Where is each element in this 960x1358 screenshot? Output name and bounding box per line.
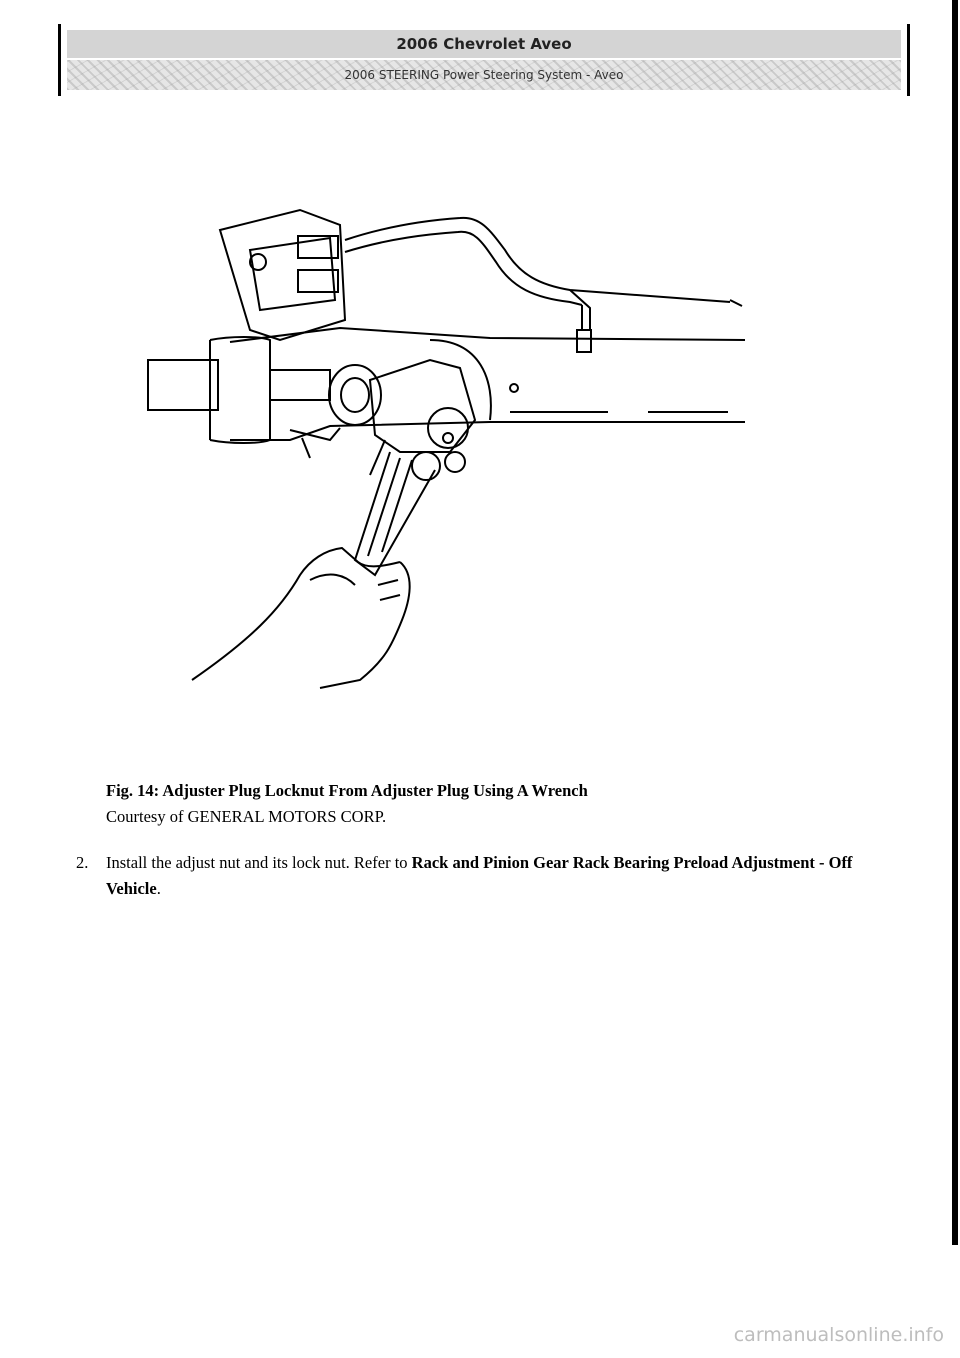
figure-credit: Courtesy of GENERAL MOTORS CORP. [106, 807, 387, 826]
step-instruction: Install the adjust nut and its lock nut. Refer to [106, 853, 412, 872]
step-text [106, 850, 896, 902]
document-subtitle: 2006 STEERING Power Steering System - Aveo [67, 60, 901, 90]
page-edge-rule [952, 0, 958, 1245]
figure-caption [106, 778, 866, 830]
site-watermark: carmanualsonline.info [733, 1324, 944, 1346]
wrench-adjuster-illustration [130, 190, 770, 710]
figure-title: Fig. 14: Adjuster Plug Locknut From Adjuster Plug Using A Wrench [106, 781, 588, 800]
step-number: 2. [76, 853, 89, 872]
step-reference-link[interactable]: Rack and Pinion Gear Rack Bearing Preload Adjustment - Off Vehicle [106, 853, 853, 898]
procedure-step [76, 850, 896, 902]
step-end: . [156, 879, 161, 898]
document-title: 2006 Chevrolet Aveo [67, 30, 901, 58]
page-header [58, 24, 910, 96]
